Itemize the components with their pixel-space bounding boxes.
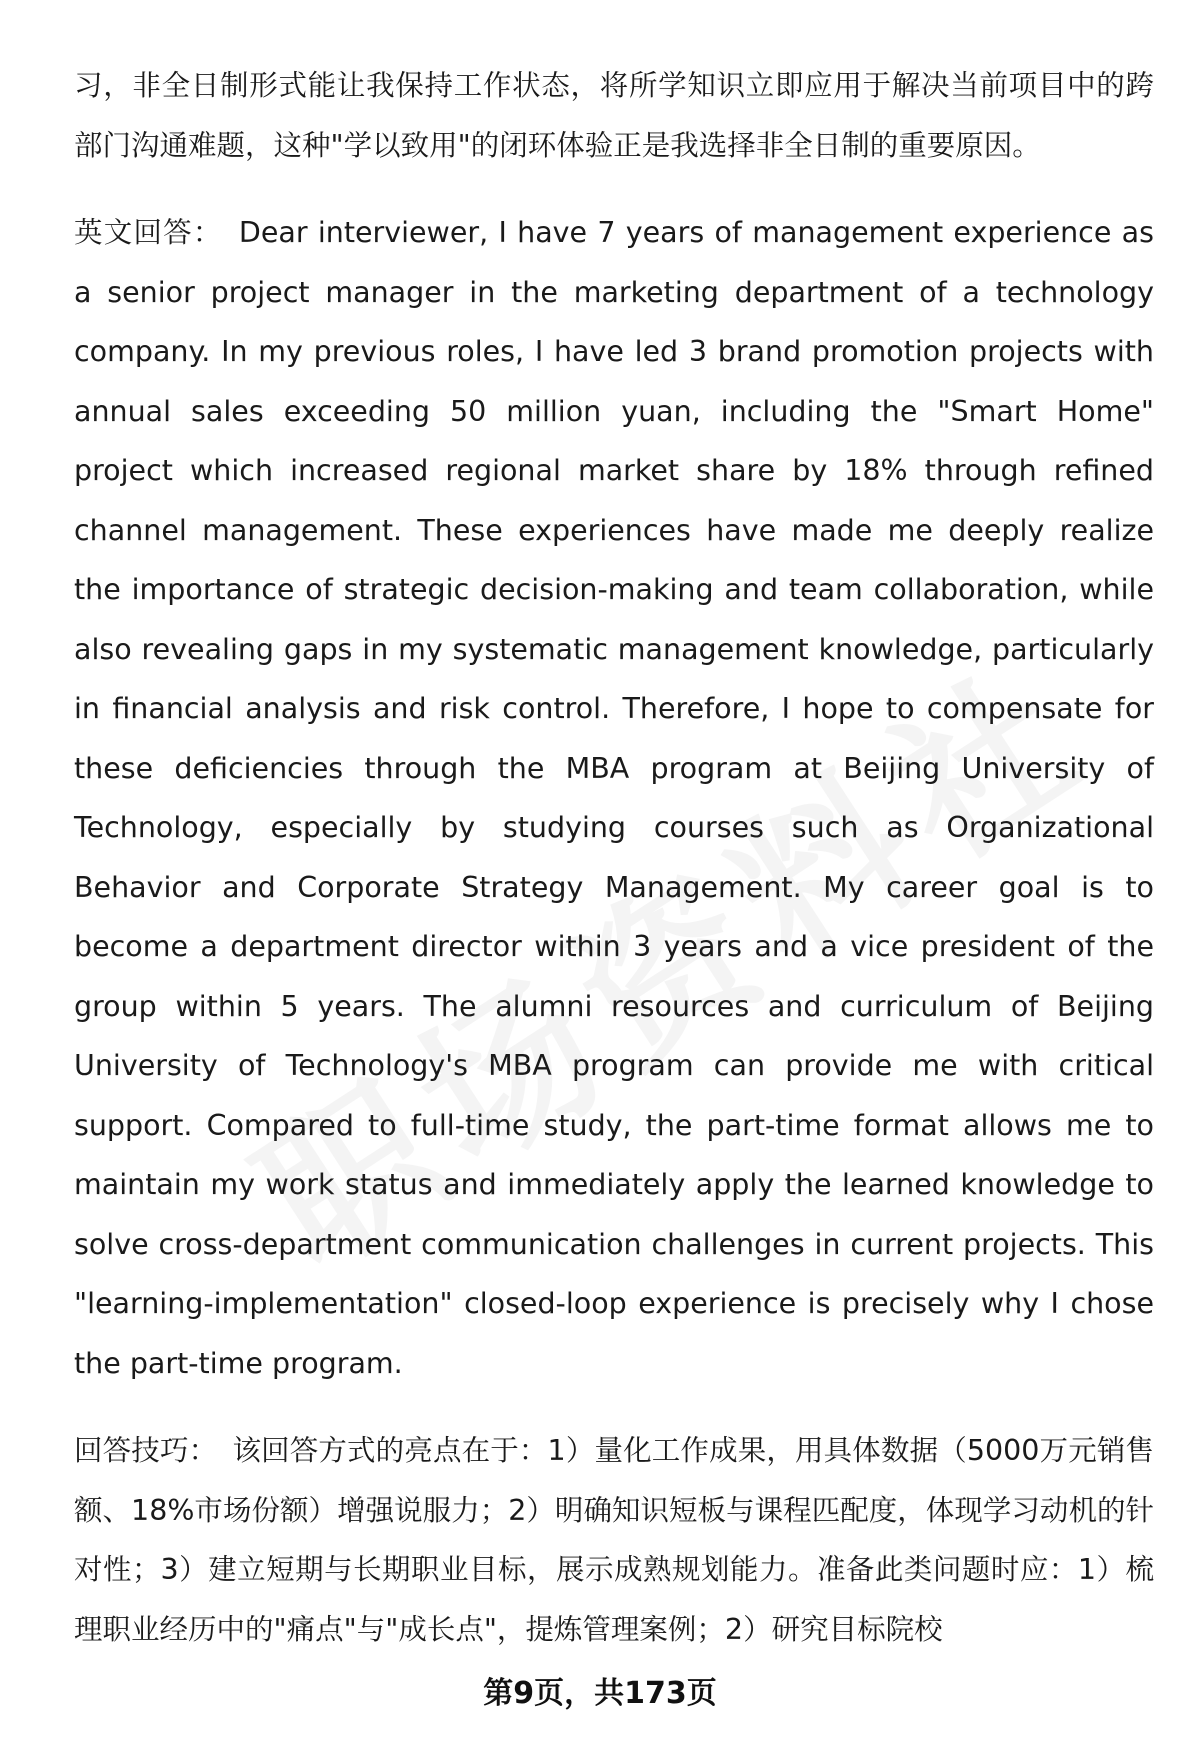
paragraph-text: Dear interviewer, I have 7 years of management experience as a senior project manager in the marketing department of a technology company. In my previous roles, I have led 3 brand promotion projects with annual sales exceeding 50 million yuan, including the "Smart Home" project which increased regional market share by 18% through refined channel management. These experiences have made me deeply realize the importance of strategic decision-making and team collaboration, while also revealing gaps in my systematic management knowledge, particularly in financial analysis and risk control. Therefore, I hope to compensate for these deficiencies through the MBA program at Beijing University of Technology, especially by studying courses such as Organizational Behavior and Corporate Strategy Management. My career goal is to become a department director within 3 years and a vice president of the group within 5 years. The alumni resources and curriculum of Beijing University of Technology's MBA program can provide me with critical support. Compared to full-time study, the part-time format allows me to maintain my work status and immediately apply the learned knowledge to solve cross-department communication challenges in current projects. This "learning-implementation" closed-loop experience is precisely why I chose the part-time program. <box>74 216 1154 1380</box>
paragraph-text: 该回答方式的亮点在于：1）量化工作成果，用具体数据（5000万元销售额、18%市场份额）增强说服力；2）明确知识短板与课程匹配度，体现学习动机的针对性；3）建立短期与长期职业目标，展示成熟规划能力。准备此类问题时应：1）梳理职业经历中的"痛点"与"成长点"，提炼管理案例；2）研究目标院校 <box>74 1434 1154 1646</box>
paragraph-text: 习，非全日制形式能让我保持工作状态，将所学知识立即应用于解决当前项目中的跨部门沟通难题，这种"学以致用"的闭环体验正是我选择非全日制的重要原因。 <box>74 69 1154 162</box>
document-body <box>74 56 1154 1687</box>
paragraph-label: 回答技巧： <box>74 1434 218 1467</box>
paragraph-continuation <box>74 56 1154 175</box>
paragraph-answer-tips <box>74 1421 1154 1659</box>
paragraph-label: 英文回答： <box>74 216 223 249</box>
paragraph-english-answer <box>74 203 1154 1393</box>
page-footer: 第9页，共173页 <box>483 1676 717 1711</box>
